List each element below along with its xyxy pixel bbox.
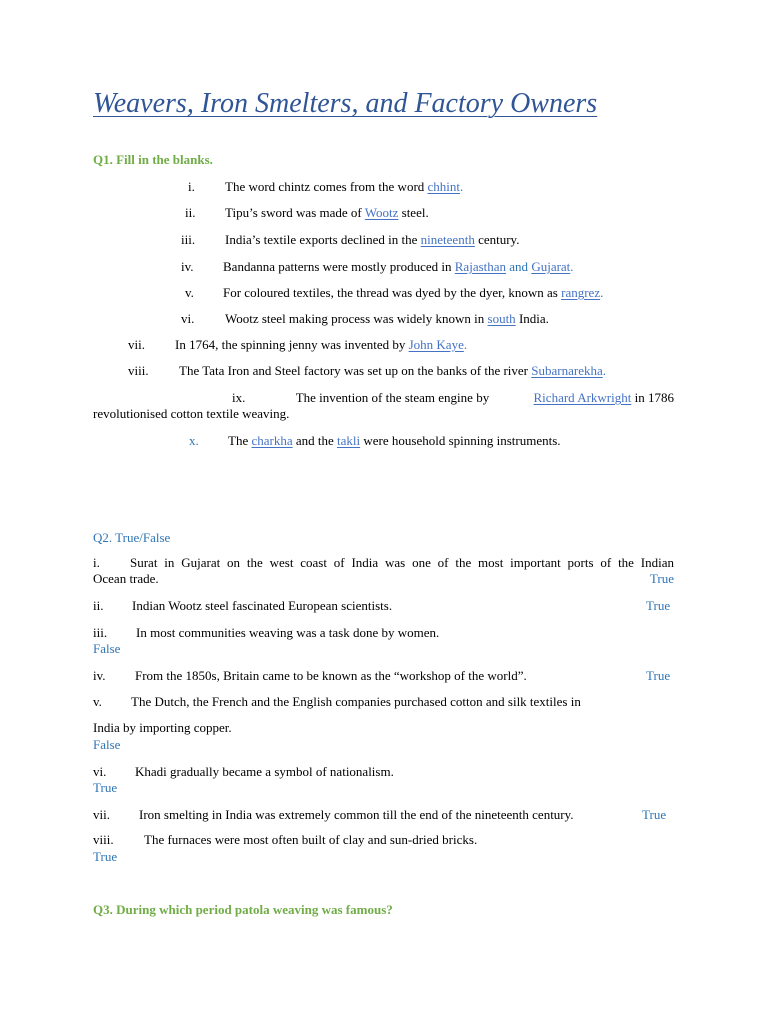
answer-link[interactable]: rangrez [561,285,601,300]
item-number: ix. [232,390,246,405]
item-number: x. [189,433,199,448]
item-number: ii. [93,598,104,613]
q1-item-4: iv. Bandanna patterns were mostly produced in Rajasthan and Gujarat. [181,259,574,274]
answer-link[interactable]: Rajasthan [454,259,507,274]
answer-link[interactable]: John Kaye [408,337,464,352]
answer-true: True [646,668,671,683]
item-number: viii. [93,832,114,847]
item-number: i. [93,555,100,570]
q2-item-2: ii. Indian Wootz steel fascinated European scientists. [93,598,393,613]
item-number: vii. [128,337,145,352]
q3-heading: Q3. During which period patola weaving was famous? [93,902,393,917]
q2-item-1: i. Surat in Gujarat on the west coast of India was one of the most important ports of the Indian Ocean trade. True [93,555,674,586]
q2-item-4: iv. From the 1850s, Britain came to be known as the “workshop of the world”. [93,668,527,683]
answer-link[interactable]: Wootz [364,205,399,220]
q1-item-1: i. The word chintz comes from the word chhint. [188,179,464,194]
q2-heading: Q2. True/False [93,530,171,545]
item-number: i. [188,179,195,194]
answer-true: True [649,571,674,586]
q2-item-6: vi. Khadi gradually became a symbol of nationalism. [93,764,394,779]
q1-item-9: ix. The invention of the steam engine by Richard Arkwright in 1786 [232,390,674,405]
answer-link[interactable]: Gujarat [531,259,571,274]
answer-link[interactable]: chhint [427,179,461,194]
item-number: viii. [128,363,149,378]
item-number: iii. [93,625,108,640]
q1-item-2: ii. Tipu’s sword was made of Wootz steel. [185,205,429,220]
page-title: Weavers, Iron Smelters, and Factory Owners [93,88,598,119]
item-number: ii. [185,205,196,220]
answer-link[interactable]: Richard Arkwright [533,390,632,405]
q1-item-6: vi. Wootz steel making process was widely known in south India. [181,311,549,326]
item-number: vii. [93,807,110,822]
answer-true: True [646,598,671,613]
q1-item-3: iii. India’s textile exports declined in the nineteenth century. [181,232,520,247]
q2-item-8: viii. The furnaces were most often built of clay and sun-dried bricks. [93,832,478,847]
answer-false: False [93,641,121,656]
q1-item-7: vii. In 1764, the spinning jenny was invented by John Kaye. [128,337,468,352]
item-number: vi. [93,764,107,779]
q1-item-9-continuation: revolutionised cotton textile weaving. [93,406,290,421]
answer-link[interactable]: Subarnarekha [531,363,603,378]
q1-item-8: viii. The Tata Iron and Steel factory was set up on the banks of the river Subarnarekha. [128,363,606,378]
answer-false: False [93,737,121,752]
q2-item-5: v. The Dutch, the French and the English companies purchased cotton and silk textiles in [93,694,581,709]
answer-true: True [93,849,118,864]
q2-item-5-continuation: India by importing copper. [93,720,232,735]
q1-heading: Q1. Fill in the blanks. [93,152,213,167]
answer-link[interactable]: nineteenth [420,232,475,247]
answer-link[interactable]: charkha [251,433,293,448]
item-number: iii. [181,232,196,247]
answer-link[interactable]: takli [337,433,361,448]
item-number: iv. [181,259,194,274]
item-number: iv. [93,668,106,683]
item-number: v. [93,694,102,709]
answer-true: True [93,780,118,795]
q2-item-3: iii. In most communities weaving was a task done by women. [93,625,440,640]
answer-link[interactable]: south [487,311,516,326]
q2-item-7: vii. Iron smelting in India was extremely common till the end of the nineteenth century. [93,807,574,822]
q1-item-5: v. For coloured textiles, the thread was dyed by the dyer, known as rangrez. [185,285,604,300]
item-number: v. [185,285,194,300]
answer-true: True [642,807,667,822]
item-number: vi. [181,311,195,326]
q1-item-10: x. The charkha and the takli were household spinning instruments. [189,433,561,448]
